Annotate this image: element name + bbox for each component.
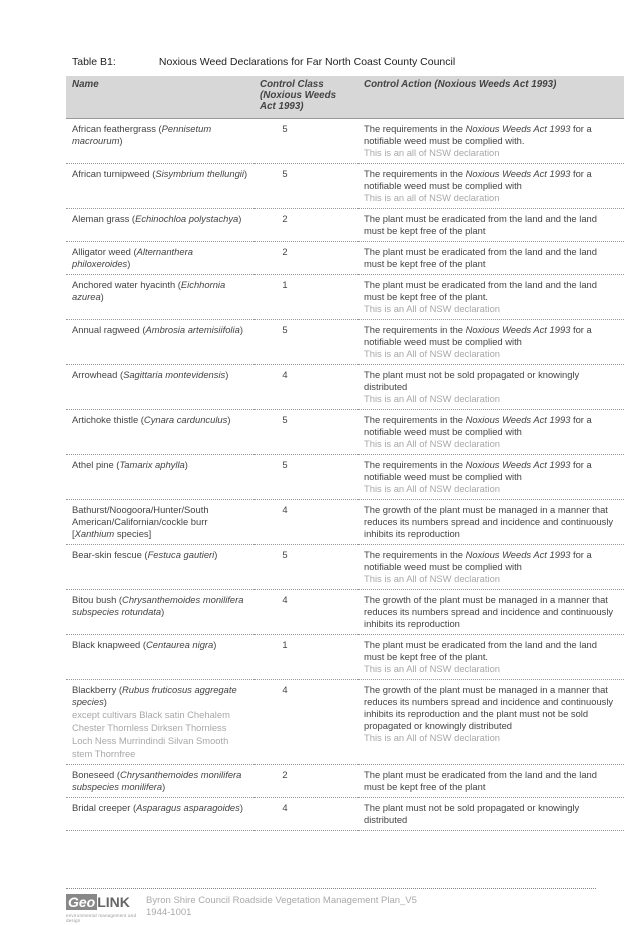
- table-caption: [72, 56, 455, 68]
- scientific-name: Rubus fruticosus aggregate species: [72, 684, 237, 707]
- footer-text: [146, 895, 417, 919]
- control-action-text: for a notifiable weed must be complied with: [364, 168, 592, 191]
- control-class-cell: 4: [254, 365, 358, 410]
- table-number: Table B1:: [72, 56, 116, 68]
- geolink-logo: [66, 894, 138, 923]
- scientific-name: Echinochloa polystachya: [135, 213, 239, 224]
- common-name: African feathergrass: [72, 123, 156, 134]
- control-action-text: The plant must be eradicated from the land and the land must be kept free of the plant: [364, 769, 597, 792]
- control-class-cell: 4: [254, 680, 358, 765]
- weed-name-cell: [66, 500, 254, 545]
- footer-divider: [66, 888, 596, 889]
- control-action-text: The growth of the plant must be managed in a manner that reduces its numbers spread and incidence and continuously inhibits its reproduction: [364, 504, 614, 539]
- common-name: Athel pine: [72, 459, 114, 470]
- control-class-cell: 5: [254, 410, 358, 455]
- control-class-cell: 5: [254, 320, 358, 365]
- weed-name-cell: Blackberry (Rubus fruticosus aggregate species) except cultivars Black satin Chehalem Chester Thornless Dirksen Thornless Loch Ness Murrindindi Silvan Smooth stem Thornfree: [66, 680, 254, 765]
- control-action-text: The requirements in the: [364, 459, 466, 470]
- logo-tagline: environmental management and design: [66, 913, 137, 923]
- scientific-name: Sisymbrium thellungii: [155, 168, 244, 179]
- control-class-cell: 5: [254, 164, 358, 209]
- control-action-text: The requirements in the: [364, 549, 466, 560]
- table-row: [66, 164, 624, 209]
- scientific-name: Xanthium: [74, 528, 115, 539]
- table-row: [66, 635, 624, 680]
- control-action-text: for a notifiable weed must be complied with: [364, 324, 592, 347]
- common-name: Bridal creeper: [72, 802, 131, 813]
- control-action-cell: [358, 680, 624, 765]
- control-action-cell: [358, 798, 624, 831]
- control-action-cell: [358, 275, 624, 320]
- scientific-name: Alternanthera philoxeroides: [72, 246, 193, 269]
- weed-name-cell: Bear-skin fescue (Festuca gautieri): [66, 545, 254, 590]
- table-row: [66, 680, 624, 765]
- table-row: [66, 410, 624, 455]
- weed-name-cell: Bridal creeper (Asparagus asparagoides): [66, 798, 254, 831]
- declaration-note: This is an all of NSW declaration: [364, 147, 500, 158]
- cultivar-exceptions: except cultivars Black satin Chehalem Chester Thornless Dirksen Thornless Loch Ness Murrindindi Silvan Smooth stem Thornfree: [72, 709, 230, 759]
- table-row: [66, 209, 624, 242]
- control-action-text: The requirements in the: [364, 324, 466, 335]
- control-class-cell: 5: [254, 545, 358, 590]
- control-action-cell: [358, 545, 624, 590]
- control-action-text: The requirements in the: [364, 123, 466, 134]
- control-action-cell: [358, 119, 624, 164]
- scientific-name: Festuca gautieri: [147, 549, 215, 560]
- control-action-cell: [358, 410, 624, 455]
- scientific-name: Asparagus asparagoides: [136, 802, 240, 813]
- weed-name-cell: Anchored water hyacinth (Eichhornia azurea): [66, 275, 254, 320]
- control-class-cell: 4: [254, 500, 358, 545]
- control-action-cell: [358, 590, 624, 635]
- weed-name-cell: Bitou bush (Chrysanthemoides monilifera subspecies rotundata): [66, 590, 254, 635]
- control-action-cell: [358, 635, 624, 680]
- header-control-action: Control Action (Noxious Weeds Act 1993): [358, 76, 624, 119]
- common-name: African turnipweed: [72, 168, 150, 179]
- weed-name-cell: Annual ragweed (Ambrosia artemisiifolia): [66, 320, 254, 365]
- table-row: [66, 798, 624, 831]
- table-row: [66, 320, 624, 365]
- control-class-cell: 1: [254, 635, 358, 680]
- declaration-note: This is an All of NSW declaration: [364, 393, 500, 404]
- header-control-class: Control Class (Noxious Weeds Act 1993): [254, 76, 358, 119]
- control-action-text: The growth of the plant must be managed in a manner that reduces its numbers spread and incidence and continuously inhibits its reproduction and the plant must not be sold propagated or knowingly distributed: [364, 684, 614, 731]
- header-name: Name: [66, 76, 254, 119]
- control-class-cell: 5: [254, 119, 358, 164]
- control-action-cell: [358, 164, 624, 209]
- declaration-note: This is an All of NSW declaration: [364, 732, 500, 743]
- act-name: Noxious Weeds Act 1993: [465, 123, 571, 134]
- scientific-name: Ambrosia artemisiifolia: [145, 324, 240, 335]
- scientific-name: Eichhornia azurea: [72, 279, 226, 302]
- weed-name-cell: Aleman grass (Echinochloa polystachya): [66, 209, 254, 242]
- act-name: Noxious Weeds Act 1993: [465, 414, 571, 425]
- act-name: Noxious Weeds Act 1993: [465, 549, 571, 560]
- common-name: Alligator weed: [72, 246, 131, 257]
- control-action-text: The growth of the plant must be managed in a manner that reduces its numbers spread and incidence and continuously inhibits its reproduction: [364, 594, 614, 629]
- declaration-note: This is an All of NSW declaration: [364, 303, 500, 314]
- common-name-tail: species]: [114, 528, 152, 539]
- control-class-cell: 4: [254, 798, 358, 831]
- weed-name-cell: Black knapweed (Centaurea nigra): [66, 635, 254, 680]
- control-action-cell: [358, 242, 624, 275]
- common-name: Black knapweed: [72, 639, 141, 650]
- act-name: Noxious Weeds Act 1993: [465, 324, 571, 335]
- control-action-text: The plant must be eradicated from the land and the land must be kept free of the plant.: [364, 639, 597, 662]
- scientific-name: Chrysanthemoides monilifera subspecies rotundata: [72, 594, 244, 617]
- table-row: [66, 119, 624, 164]
- scientific-name: Centaurea nigra: [146, 639, 214, 650]
- control-action-cell: [358, 500, 624, 545]
- table-row: [66, 275, 624, 320]
- control-action-text: The plant must be eradicated from the land and the land must be kept free of the plant: [364, 246, 597, 269]
- control-action-text: for a notifiable weed must be complied with.: [364, 123, 592, 146]
- control-action-cell: [358, 320, 624, 365]
- table-row: [66, 242, 624, 275]
- weed-name-cell: Alligator weed (Alternanthera philoxeroides): [66, 242, 254, 275]
- control-action-text: The plant must be eradicated from the land and the land must be kept free of the plant: [364, 213, 597, 236]
- control-action-cell: [358, 209, 624, 242]
- common-name: Bitou bush: [72, 594, 117, 605]
- common-name: Anchored water hyacinth: [72, 279, 176, 290]
- table-row: [66, 455, 624, 500]
- common-name: Boneseed: [72, 769, 115, 780]
- common-name: Blackberry: [72, 684, 117, 695]
- control-action-text: The requirements in the: [364, 168, 466, 179]
- scientific-name: Pennisetum macrourum: [72, 123, 212, 146]
- scientific-name: Tamarix aphylla: [119, 459, 185, 470]
- common-name: Bathurst/Noogoora/Hunter/South American/Californian/cockle burr [: [72, 504, 209, 539]
- scientific-name: Chrysanthemoides monilifera subspecies monilifera: [72, 769, 242, 792]
- footer-document-number: 1944-1001: [146, 907, 192, 918]
- declaration-note: This is an All of NSW declaration: [364, 483, 500, 494]
- common-name: Artichoke thistle: [72, 414, 139, 425]
- scientific-name: Sagittaria montevidensis: [123, 369, 226, 380]
- table-row: [66, 590, 624, 635]
- weed-name-cell: Athel pine (Tamarix aphylla): [66, 455, 254, 500]
- common-name: Bear-skin fescue: [72, 549, 142, 560]
- control-action-text: The plant must not be sold propagated or knowingly distributed: [364, 369, 580, 392]
- weed-name-cell: Arrowhead (Sagittaria montevidensis): [66, 365, 254, 410]
- weed-name-cell: African turnipweed (Sisymbrium thellungii): [66, 164, 254, 209]
- control-class-cell: 1: [254, 275, 358, 320]
- scientific-name: Cynara cardunculus: [143, 414, 228, 425]
- control-class-cell: 2: [254, 242, 358, 275]
- control-action-text: The plant must not be sold propagated or knowingly distributed: [364, 802, 580, 825]
- declaration-note: This is an All of NSW declaration: [364, 348, 500, 359]
- control-action-text: for a notifiable weed must be complied with: [364, 459, 592, 482]
- declaration-note: This is an All of NSW declaration: [364, 438, 500, 449]
- table-header-row: [66, 76, 624, 119]
- footer-document-title: Byron Shire Council Roadside Vegetation Management Plan_V5: [146, 895, 417, 906]
- table-row: [66, 500, 624, 545]
- act-name: Noxious Weeds Act 1993: [465, 459, 571, 470]
- common-name: Arrowhead: [72, 369, 118, 380]
- control-action-cell: [358, 365, 624, 410]
- declaration-note: This is an All of NSW declaration: [364, 663, 500, 674]
- weed-name-cell: Boneseed (Chrysanthemoides monilifera subspecies monilifera): [66, 765, 254, 798]
- control-class-cell: 5: [254, 455, 358, 500]
- weed-name-cell: Artichoke thistle (Cynara cardunculus): [66, 410, 254, 455]
- weed-name-cell: African feathergrass (Pennisetum macrourum): [66, 119, 254, 164]
- table-body: [66, 119, 624, 831]
- logo-mark: Geo: [68, 894, 96, 910]
- common-name: Annual ragweed: [72, 324, 140, 335]
- control-action-text: The requirements in the: [364, 414, 466, 425]
- control-action-text: for a notifiable weed must be complied with: [364, 414, 592, 437]
- control-class-cell: 2: [254, 209, 358, 242]
- declaration-note: This is an all of NSW declaration: [364, 192, 500, 203]
- common-name: Aleman grass: [72, 213, 130, 224]
- noxious-weed-table: [66, 76, 624, 831]
- table-row: [66, 545, 624, 590]
- logo-brand: LINK: [97, 894, 130, 910]
- control-class-cell: 2: [254, 765, 358, 798]
- table-title: Noxious Weed Declarations for Far North Coast County Council: [158, 56, 456, 68]
- control-action-cell: [358, 765, 624, 798]
- control-action-cell: [358, 455, 624, 500]
- table-row: [66, 765, 624, 798]
- control-action-text: The plant must be eradicated from the land and the land must be kept free of the plant.: [364, 279, 597, 302]
- control-class-cell: 4: [254, 590, 358, 635]
- declaration-note: This is an All of NSW declaration: [364, 573, 500, 584]
- control-action-text: for a notifiable weed must be complied with: [364, 549, 592, 572]
- table-row: [66, 365, 624, 410]
- act-name: Noxious Weeds Act 1993: [465, 168, 571, 179]
